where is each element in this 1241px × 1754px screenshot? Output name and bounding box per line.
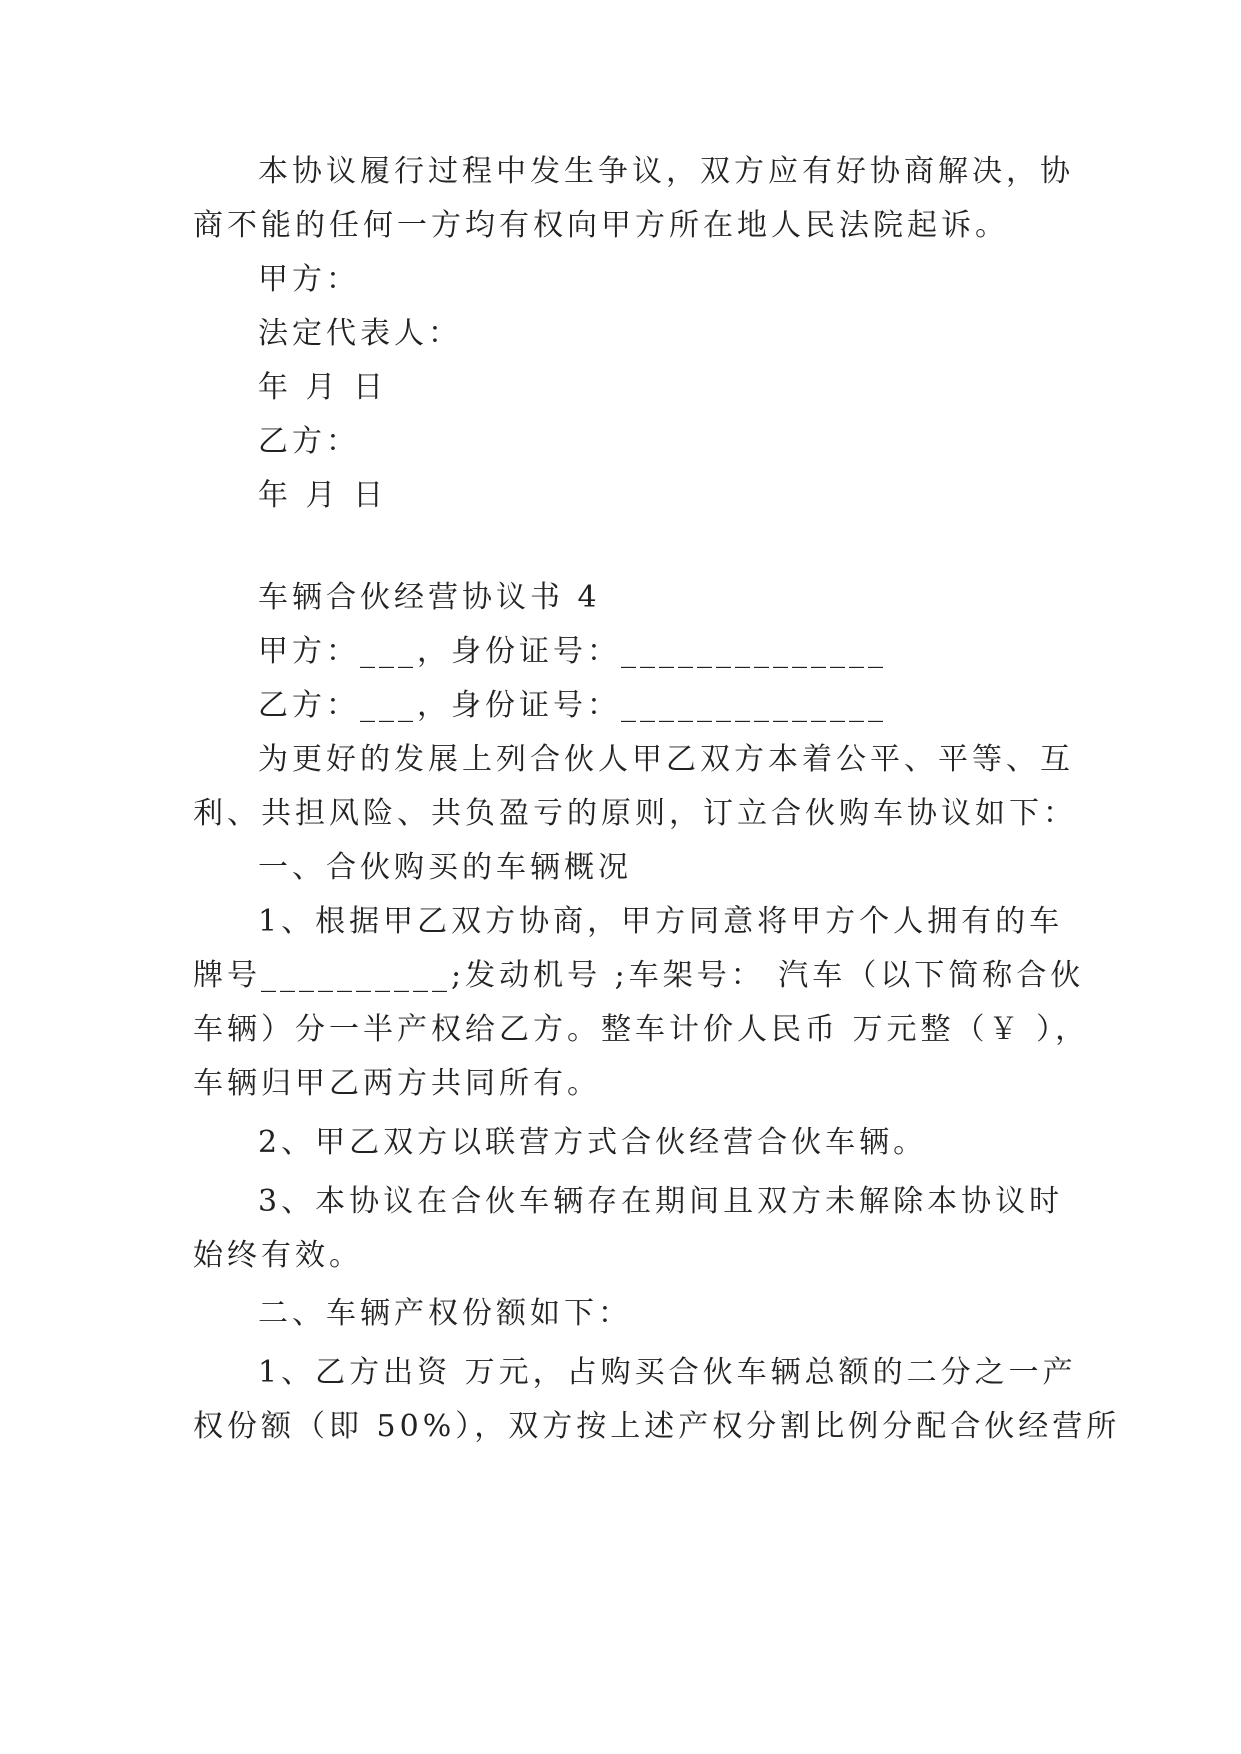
- party-b-id-line: 乙方：___，身份证号：______________: [258, 688, 887, 723]
- clause-2-1-line-1: 1、乙方出资 万元，占购买合伙车辆总额的二分之一产: [258, 1355, 1077, 1390]
- clause-2-1-line-2: 权份额（即 50%），双方按上述产权分割比例分配合伙经营所: [193, 1409, 1121, 1444]
- paragraph-dispute-line-2: 商不能的任何一方均有权向甲方所在地人民法院起诉。: [193, 208, 1009, 243]
- party-b-label: 乙方：: [258, 424, 360, 459]
- section-1-heading: 一、合伙购买的车辆概况: [258, 850, 632, 885]
- clause-1-1-line-1: 1、根据甲乙双方协商，甲方同意将甲方个人拥有的车: [258, 904, 1064, 939]
- date-line-b: 年 月 日: [258, 478, 388, 513]
- clause-1-2: 2、甲乙双方以联营方式合伙经营合伙车辆。: [258, 1125, 928, 1160]
- legal-representative-label: 法定代表人：: [258, 316, 462, 351]
- clause-1-3-line-2: 始终有效。: [193, 1238, 363, 1273]
- clause-1-3-line-1: 3、本协议在合伙车辆存在期间且双方未解除本协议时: [258, 1184, 1064, 1219]
- party-a-label: 甲方：: [258, 262, 360, 297]
- preamble-line-2: 利、共担风险、共负盈亏的原则，订立合伙购车协议如下：: [193, 796, 1077, 831]
- clause-1-1-line-4: 车辆归甲乙两方共同所有。: [193, 1066, 601, 1101]
- section-2-heading: 二、车辆产权份额如下：: [258, 1296, 632, 1331]
- clause-1-1-line-3: 车辆）分一半产权给乙方。整车计价人民币 万元整（￥ ），: [193, 1012, 1090, 1047]
- party-a-id-line: 甲方：___，身份证号：______________: [258, 634, 887, 669]
- date-line-a: 年 月 日: [258, 370, 388, 405]
- agreement-title: 车辆合伙经营协议书 4: [258, 580, 601, 615]
- clause-1-1-line-2: 牌号__________;发动机号 ;车架号： 汽车（以下简称合伙: [193, 958, 1085, 993]
- paragraph-dispute-line-1: 本协议履行过程中发生争议，双方应有好协商解决，协: [258, 154, 1074, 189]
- preamble-line-1: 为更好的发展上列合伙人甲乙双方本着公平、平等、互: [258, 742, 1074, 777]
